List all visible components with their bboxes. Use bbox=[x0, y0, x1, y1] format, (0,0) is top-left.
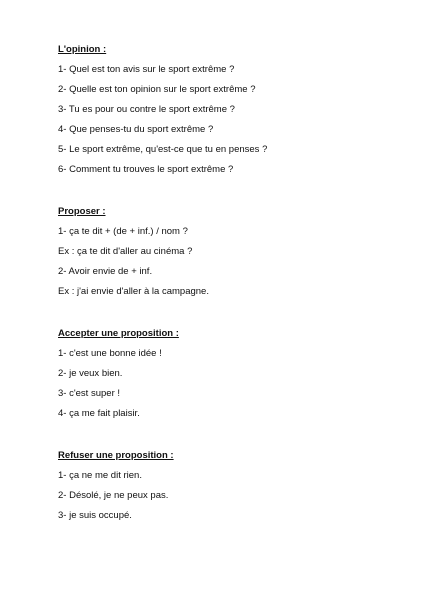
document-content bbox=[58, 40, 398, 526]
section-heading: L'opinion : bbox=[58, 44, 107, 55]
list-item: 6- Comment tu trouves le sport extrême ? bbox=[58, 164, 234, 175]
section-refuser bbox=[58, 446, 398, 526]
list-item: 4- Que penses-tu du sport extrême ? bbox=[58, 124, 214, 135]
section-opinion bbox=[58, 40, 398, 180]
list-item: Ex : j'ai envie d'aller à la campagne. bbox=[58, 286, 209, 297]
list-item: 3- Tu es pour ou contre le sport extrême ? bbox=[58, 104, 235, 115]
section-heading: Accepter une proposition : bbox=[58, 328, 179, 339]
list-item: Ex : ça te dit d'aller au cinéma ? bbox=[58, 246, 193, 257]
section-accepter bbox=[58, 324, 398, 424]
list-item: 2- Désolé, je ne peux pas. bbox=[58, 490, 169, 501]
list-item: 2- Avoir envie de + inf. bbox=[58, 266, 153, 277]
list-item: 1- Quel est ton avis sur le sport extrême ? bbox=[58, 64, 235, 75]
list-item: 2- Quelle est ton opinion sur le sport extrême ? bbox=[58, 84, 256, 95]
list-item: 3- je suis occupé. bbox=[58, 510, 132, 521]
list-item: 1- ça te dit + (de + inf.) / nom ? bbox=[58, 226, 188, 237]
list-item: 1- ça ne me dit rien. bbox=[58, 470, 142, 481]
list-item: 3- c'est super ! bbox=[58, 388, 121, 399]
section-proposer bbox=[58, 202, 398, 302]
list-item: 2- je veux bien. bbox=[58, 368, 123, 379]
section-heading: Refuser une proposition : bbox=[58, 450, 174, 461]
list-item: 5- Le sport extrême, qu'est-ce que tu en penses ? bbox=[58, 144, 268, 155]
list-item: 1- c'est une bonne idée ! bbox=[58, 348, 162, 359]
section-heading: Proposer : bbox=[58, 206, 106, 217]
list-item: 4- ça me fait plaisir. bbox=[58, 408, 140, 419]
